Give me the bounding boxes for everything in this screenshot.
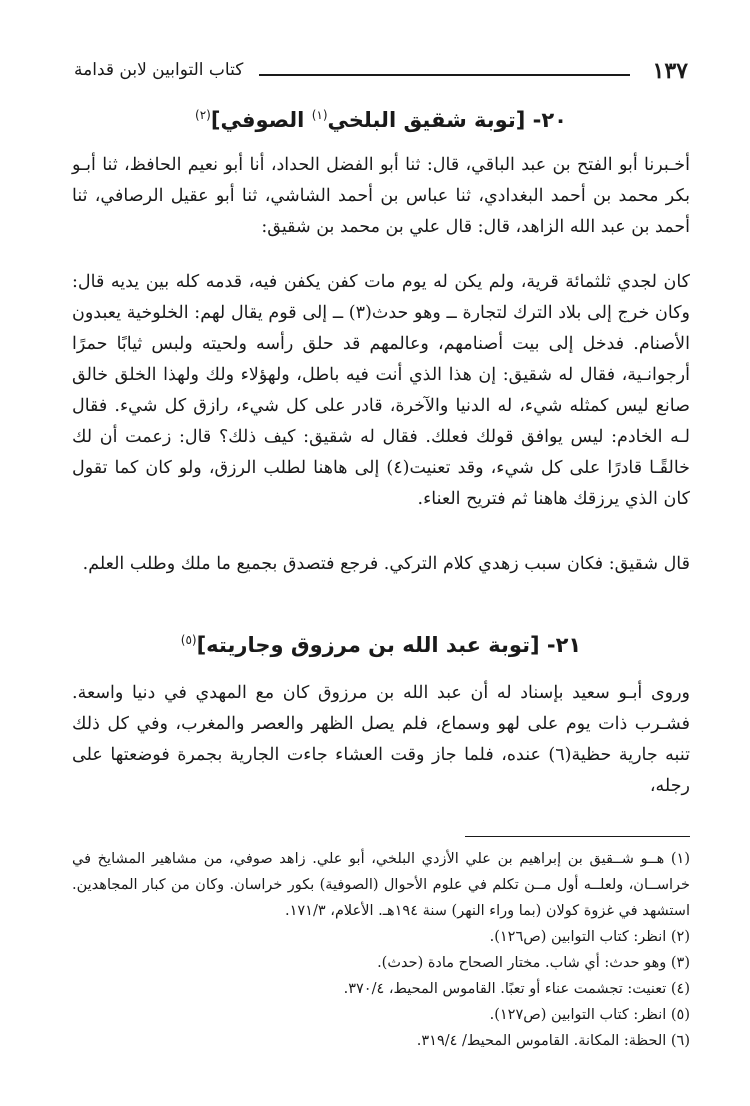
footnotes xyxy=(72,846,690,1054)
footnote-1: (١) هــو شــقيق بن إبراهيم بن علي الأزدي البلخي، أبو علي. زاهد صوفي، من مشاهير المشايخ في خراســان، ولعلــه أول مــن تكلم في علوم الأحوال (الصوفية) بكور خراسان. وكان من كبار المجاهدين. استشهد في غزوة كولان (بما وراء النهر) سنة ١٩٤هـ. الأعلام، ١٧١/٣. xyxy=(72,851,690,919)
section-20-isnad: أخـبرنا أبو الفتح بن عبد الباقي، قال: ثنا أبو الفضل الحداد، أنا أبو نعيم الحافظ، ثنا أبـو بكر محمد بن أحمد البغدادي، ثنا عباس بن أحمد الشاشي، ثنا أبو عقيل الرصافي، ثنا أحمد بن عبد الله الزاهد، قال: قال علي بن محمد بن شقيق: xyxy=(72,155,690,237)
page-number: ١٣٧ xyxy=(652,58,688,84)
footnote-ref-5: (٥) xyxy=(180,633,197,647)
footnote-2: (٢) انظر: كتاب التوابين (ص١٢٦). xyxy=(489,929,690,945)
section-20-heading xyxy=(72,108,690,132)
header-rule xyxy=(259,74,630,76)
running-header xyxy=(74,58,688,88)
book-title: كتاب التوابين لابن قدامة xyxy=(74,60,244,80)
footnote-separator xyxy=(465,836,690,837)
footnote-3: (٣) وهو حدث: أي شاب. مختار الصحاح مادة (حدث). xyxy=(377,955,690,971)
footnote-6: (٦) الحظة: المكانة. القاموس المحيط/ ٣١٩/٤. xyxy=(416,1033,690,1049)
footnote-4: (٤) تعنيت: تجشمت عناء أو تعبًا. القاموس المحيط، ٣٧٠/٤. xyxy=(343,981,690,997)
section-20-conclusion: قال شقيق: فكان سبب زهدي كلام التركي. فرجع فتصدق بجميع ما ملك وطلب العلم. xyxy=(82,554,690,574)
section-21-heading-text: ٢١- [توبة عبد الله بن مرزوق وجاريته] xyxy=(196,633,582,657)
footnote-ref-2: (٢) xyxy=(195,108,211,122)
section-20-narrative: كان لجدي ثلثمائة قرية، ولم يكن له يوم مات كفن يكفن فيه، قدمه كله بين يديه قال: وكان خرج إلى بلاد الترك لتجارة ــ وهو حدث(٣) ــ إلى قوم يقال لهم: الخلوخية يعبدون الأصنام. فدخل إلى بيت أصنامهم، وعالمهم قد حلق رأسه ولحيته ولبس ثيابًا حمرًا أرجوانـية، فقال له شقيق: إن هذا الذي أنت فيه باطل، ولهؤلاء ولك ولهذا الخلق خالق صانع ليس كمثله شيء، له الدنيا والآخرة، قادر على كل شيء، رازق كل شيء. فقال لـه الخادم: ليس يوافق قولك فعلك. فقال له شقيق: كيف ذلك؟ قال: زعمت أن لك خالقًـا قادرًا على كل شيء، وقد تعنيت(٤) إلى هاهنا لطلب الرزق، ولو كان كما تقول كان الذي يرزقك هاهنا ثم فتريح العناء. xyxy=(72,272,690,509)
footnote-5: (٥) انظر: كتاب التوابين (ص١٢٧). xyxy=(489,1007,690,1023)
footnote-ref-1: (١) xyxy=(311,108,328,122)
section-20-heading-tail: الصوفي] xyxy=(210,108,312,132)
section-21-narrative: وروى أبـو سعيد بإسناد له أن عبد الله بن مرزوق كان مع المهدي في دنيا واسعة. فشـرب ذات يوم على لهو وسماع، فلم يصل الظهر والعصر والمغرب، وفي كل ذلك تنبه جارية حظية(٦) عنده، فلما جاز وقت العشاء جاءت الجارية بجمرة فوضعتها على رجله، xyxy=(72,683,690,796)
section-21-heading xyxy=(72,633,690,657)
section-20-heading-text: ٢٠- [توبة شقيق البلخي xyxy=(327,108,567,132)
